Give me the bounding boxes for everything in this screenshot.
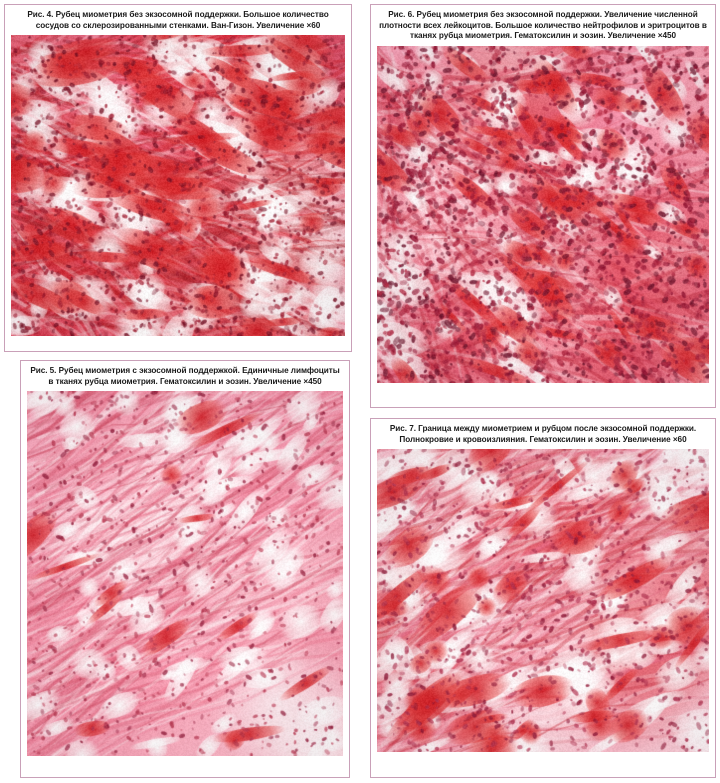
figure-5 [20,360,350,778]
figure-4-image [11,35,345,336]
figure-7 [370,418,716,778]
figure-4-caption: Рис. 4. Рубец миометрия без экзосомной поддержки. Большое количество сосудов со склерозированными стенками. Ван-Гизон. Увеличение ×60 [27,10,329,30]
figure-6 [370,4,716,408]
figure-6-image [377,46,709,383]
figure-5-caption: Рис. 5. Рубец миометрия с экзосомной поддержкой. Единичные лимфоциты в тканях рубца миометрия. Гематоксилин и эозин. Увеличение ×450 [30,366,340,386]
figure-4 [4,4,352,352]
figure-7-image [377,449,709,752]
figure-5-image [27,391,343,756]
figure-7-caption: Рис. 7. Граница между миометрием и рубцом после экзосомной поддержки. Полнокровие и кровоизлияния. Гематоксилин и эозин. Увеличение ×60 [389,424,697,444]
figure-6-caption: Рис. 6. Рубец миометрия без экзосомной поддержки. Увеличение численной плотности всех лейкоцитов. Большое количество нейтрофилов и эритроцитов в тканях рубца миометрия. Гематоксилин и эозин. Увеличение ×450 [379,10,707,40]
